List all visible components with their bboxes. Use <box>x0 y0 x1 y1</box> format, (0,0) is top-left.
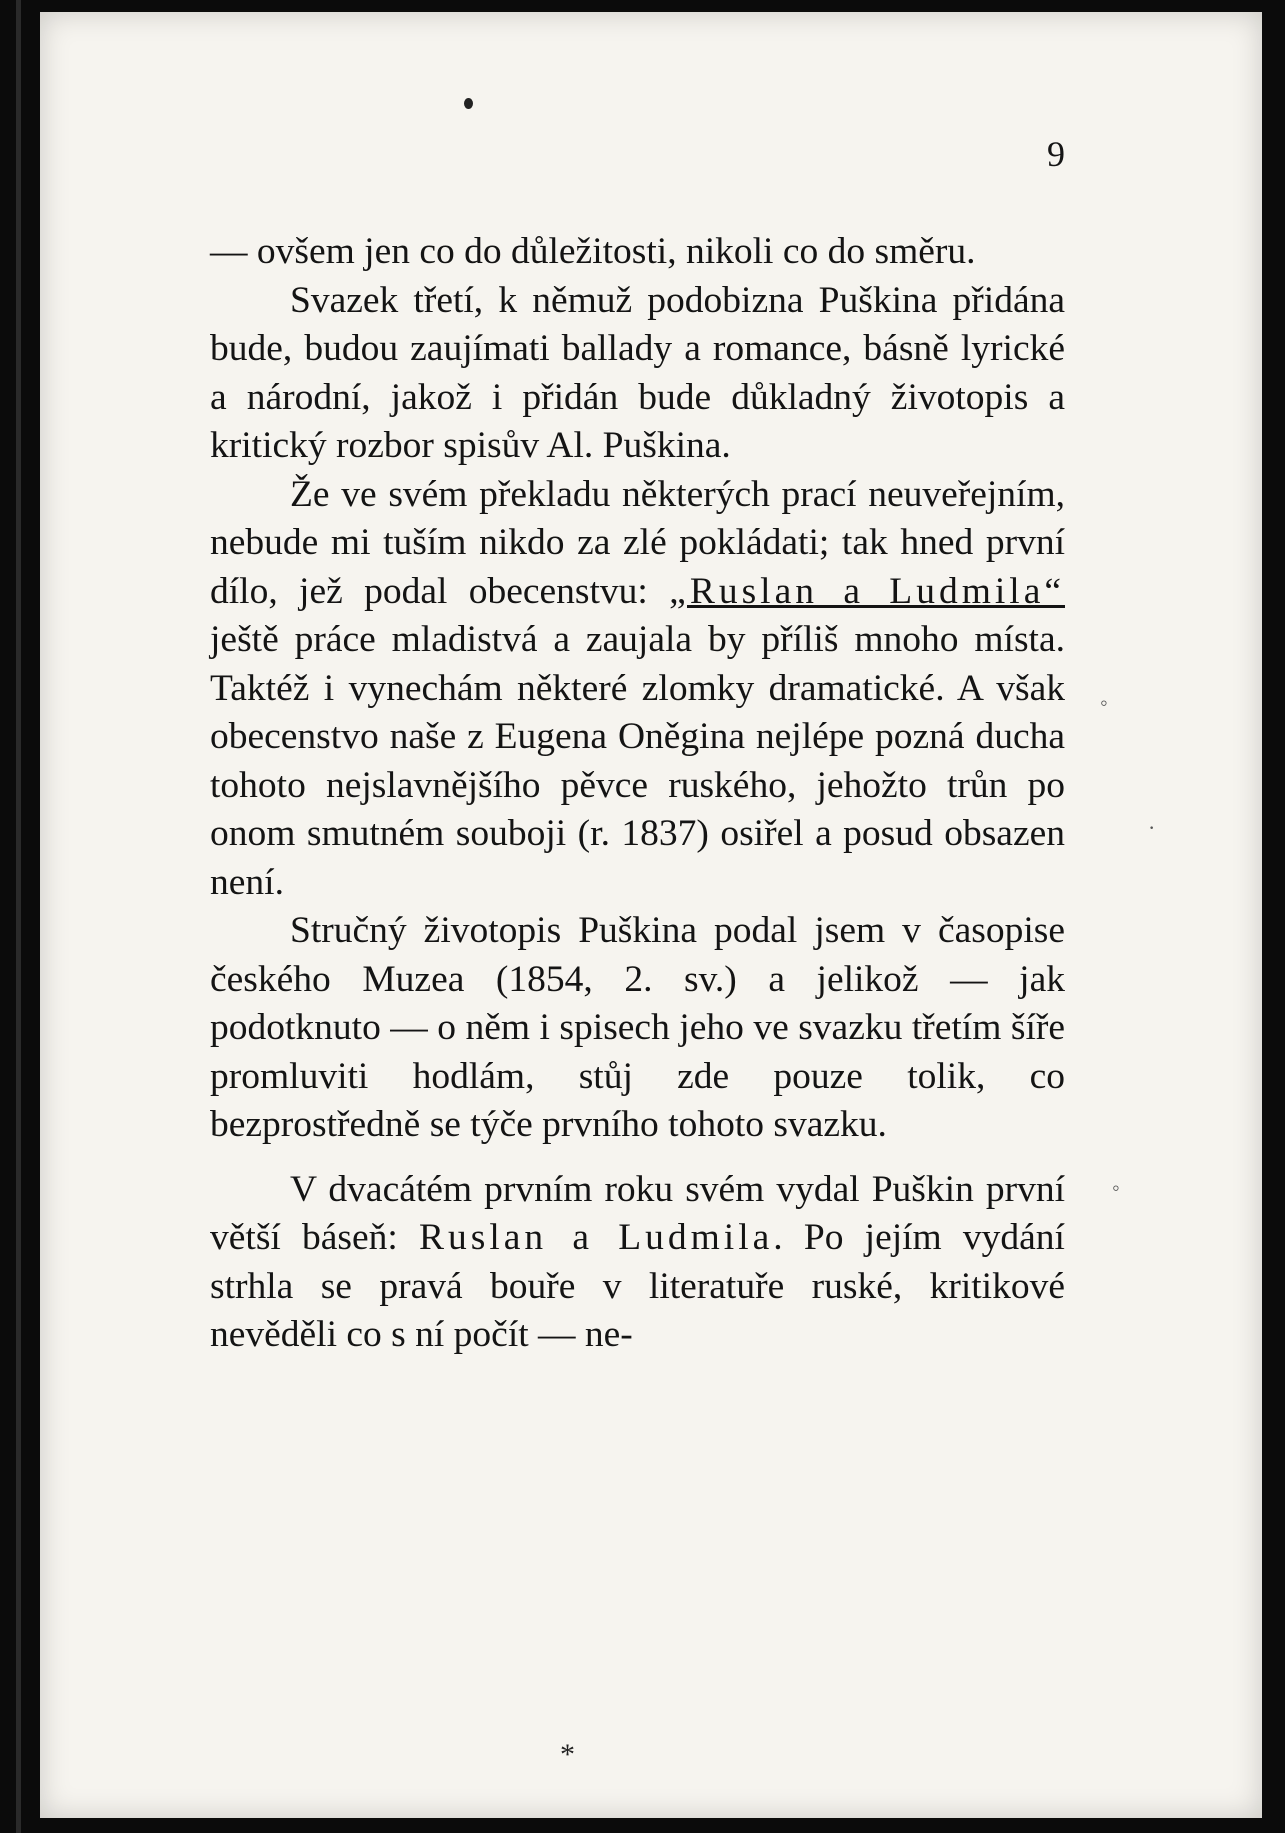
footer-mark: * <box>560 1738 575 1771</box>
paragraph: Stručný životopis Puškina podal jsem v časopise českého Muzea (1854, 2. sv.) a jelikož — jak podotknuto — o něm i spisech jeho ve svazku třetím šíře promluviti hodlám, stůj zde pouze tolik, co bezprostředně se týče prvního tohoto svazku. <box>210 910 1065 1145</box>
paragraph-text: . Po jejím vydání strhla se pravá bouře v literatuře ruské, kritikové nevěděli co s ní počít — ne- <box>210 1217 1065 1355</box>
paragraph-text: ještě práce mladistvá a zaujala by příliš mnoho místa. Taktéž i vynechám některé zlomky dramatické. A však obecenstvo naše z Eugena Oněgina nejlépe pozná ducha tohoto nejslavnějšího pěvce ruského, jehožto trůn po onom smutném souboji (r. 1837) osiřel a posud obsazen není. <box>210 619 1065 903</box>
margin-mark: · <box>1148 815 1156 840</box>
paragraph: Svazek třetí, k němuž podobizna Puškina přidána bude, budou zaujímati ballady a romance, básně lyrické a národní, jakož i přidán bude důkladný životopis a kritický rozbor spisův Al. Puškina. <box>210 279 1065 466</box>
margin-mark: ◦ <box>1100 690 1108 715</box>
ink-dot <box>464 98 473 109</box>
body-text <box>210 228 1065 1360</box>
work-title: „Ruslan a Ludmila“ <box>669 570 1065 612</box>
paragraph <box>210 471 1065 908</box>
paragraph <box>210 1166 1065 1360</box>
paragraph: — ovšem jen co do důležitosti, nikoli co do směru. <box>210 231 976 272</box>
page-number: 9 <box>1047 134 1065 174</box>
scan-binding-edge <box>16 0 21 1833</box>
work-title: Ruslan a Ludmila <box>419 1217 774 1258</box>
margin-mark: ◦ <box>1112 1175 1120 1200</box>
paragraph-text: Že ve svém překladu některých prací neuveřejním, nebude mi tuším nikdo za zlé pokládati; tak hned první dílo, jež podal obecenstvu: <box>210 473 1065 612</box>
paragraph-text: V dvacátém prvním roku svém vydal Puškin první větší báseň: <box>210 1168 1065 1258</box>
